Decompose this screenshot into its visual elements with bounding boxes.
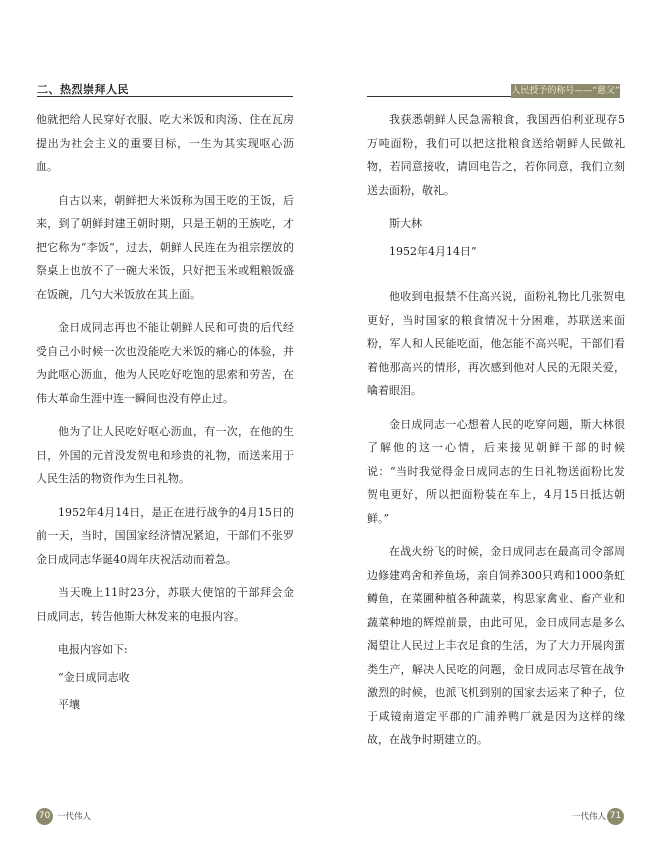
- paragraph: 电报内容如下:: [58, 643, 128, 656]
- right-page: [329, 0, 658, 846]
- paragraph: 金日成同志一心想着人民的吃穿问题，斯大林很了解他的这一心情，后来接见朝鲜干部的时候说：“当时我觉得金日成同志的生日礼物送面粉比发贺电更好，所以把面粉装在车上，4月15日抵达朝鲜。”: [367, 417, 625, 525]
- paragraph: 1952年4月14日，是正在进行战争的4月15日的前一天，当时，国国家经济情况紧迫，干部们不张罗金日成同志华诞40周年庆祝活动而着急。: [36, 505, 294, 566]
- paragraph: 金日成同志再也不能让朝鲜人民和可贵的后代经受自己小时候一次也没能吃大米饭的痛心的体验，并为此呕心沥血，他为人民吃好吃饱的思索和劳苦，在伟大革命生涯中连一瞬间也没有停止过。: [36, 321, 294, 405]
- footer-title: 一代伟人: [57, 812, 92, 822]
- chapter-header: 二、热烈崇拜人民: [37, 83, 129, 96]
- paragraph: 他收到电报禁不住高兴说，面粉礼物比几张贺电更好，当时国家的粮食情况十分困难，苏联送来面粉，军人和人民能吃面，他怎能不高兴呢，干部们看着他那高兴的情形，再次感到他对人民的无限关爱，噙着眼泪。: [367, 290, 625, 397]
- left-page-body: [36, 108, 294, 727]
- paragraph: 我获悉朝鲜人民急需粮食，我国西伯利亚现存5万吨面粉，我们可以把这批粮食送给朝鲜人民做礼物，若同意接收，请回电告之，若你同意，我们立刻送去面粉，敬礼。: [367, 113, 625, 197]
- paragraph: 在战火纷飞的时候，金日成同志在最高司令部周边修建鸡舍和养鱼场，亲自饲养300只鸡和1000条虹鳟鱼，在菜圃种植各种蔬菜，构思家禽业、畜产业和蔬菜种地的辉煌前景，由此可见，金日成同志是多么渴望让人民过上丰衣足食的生活，为了大力开展肉蛋类生产，解决人民吃的问题，金日成同志尽管在战争激烈的时候，也派飞机到别的国家去运来了种子，位于咸镜南道定平郡的广浦养鸭厂就是因为这样的缘故，在战争时期建立的。: [367, 545, 625, 746]
- page-number: 70: [36, 808, 53, 825]
- header-rule: [367, 96, 511, 97]
- paragraph: 当天晚上11时23分，苏联大使馆的干部拜会金日成同志，转告他斯大林发来的电报内容。: [36, 586, 294, 623]
- paragraph: 他为了让人民吃好呕心沥血，有一次，在他的生日，外国的元首没发贺电和珍贵的礼物，而送来用于人民生活的物资作为生日礼物。: [36, 425, 294, 485]
- section-header: 人民授予的称号——“慈父”: [511, 86, 620, 96]
- footer-title: 一代伟人: [572, 812, 607, 822]
- paragraph: 他就把给人民穿好衣服、吃大米饭和肉汤、住在瓦房提出为社会主义的重要目标，一生为其实现呕心沥血。: [36, 113, 294, 173]
- paragraph: 自古以来，朝鲜把大米饭称为国王吃的王饭，后来，到了朝鲜封建王朝时期，只是王朝的王族吃，才把它称为“李饭”，过去，朝鲜人民连在为祖宗摆放的祭桌上也放不了一碗大米饭，只好把玉米或粗粮饭盛在饭碗，几勺大米饭放在其上面。: [36, 193, 294, 301]
- date-line: 1952年4月14日”: [389, 244, 477, 258]
- page-number: 71: [607, 808, 624, 825]
- right-page-body: [367, 108, 625, 762]
- signature: 斯大林: [389, 217, 422, 230]
- header-rule: [37, 96, 293, 97]
- paragraph: “金日成同志收: [58, 670, 130, 684]
- paragraph: 平壤: [58, 698, 80, 711]
